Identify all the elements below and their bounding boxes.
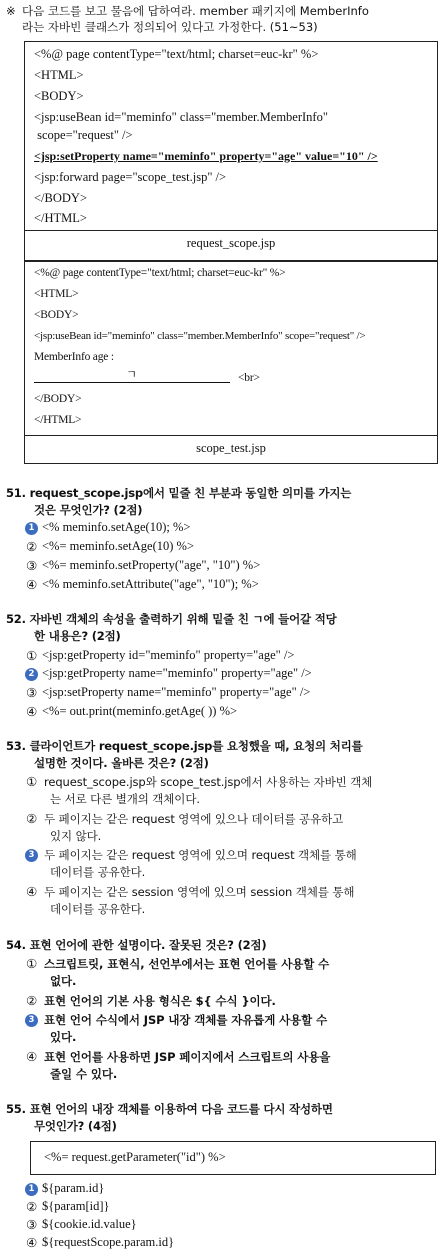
- q54-option-4-cont: 줄일 수 있다.: [50, 1067, 118, 1081]
- q52-option-3: <jsp:setProperty name="meminfo" property="age" />: [42, 685, 311, 699]
- q52-option-4: <%= out.print(meminfo.getAge( )) %>: [42, 704, 238, 718]
- q54-stem: 54. 표현 언어에 관한 설명이다. 잘못된 것은? (2점): [6, 938, 267, 952]
- code-line: <%@ page contentType="text/html; charset=euc-kr" %>: [34, 267, 286, 279]
- code-line: <jsp:forward page="scope_test.jsp" />: [34, 170, 227, 184]
- q52-option-1: <jsp:getProperty id="meminfo" property="age" />: [42, 648, 295, 662]
- q53-option-3-cont: 데이터를 공유한다.: [50, 865, 146, 879]
- q55-option-1: ${param.id}: [42, 1181, 105, 1195]
- option-number: ③: [26, 1217, 38, 1232]
- answer-badge: 3: [25, 849, 38, 862]
- code-line: scope="request" />: [34, 128, 133, 142]
- option-number: ①: [26, 956, 38, 971]
- code-line: MemberInfo age :: [34, 351, 114, 363]
- q55-option-4: ${requestScope.param.id}: [42, 1235, 175, 1249]
- option-number: ①: [26, 774, 38, 789]
- option-number: ①: [26, 648, 38, 663]
- intro-line-2: 라는 자바빈 클래스가 정의되어 있다고 가정한다. (51~53): [22, 20, 318, 34]
- q51-option-3: <%= meminfo.setProperty("age", "10") %>: [42, 558, 261, 572]
- code-line: <BODY>: [34, 309, 79, 321]
- blank-suffix: <br>: [238, 372, 260, 384]
- intro-line-1: 다음 코드를 보고 물음에 답하여라. member 패키지에 MemberInfo: [22, 4, 369, 18]
- answer-badge: 3: [25, 1014, 38, 1027]
- code-line: </HTML>: [34, 211, 87, 225]
- blank-label: ㄱ: [126, 369, 137, 381]
- q54-option-1-cont: 없다.: [50, 974, 77, 988]
- intro-mark: ※: [6, 4, 16, 18]
- blank-underline: [34, 382, 230, 383]
- option-number: ③: [26, 685, 38, 700]
- caption-divider: [24, 435, 438, 436]
- answer-badge: 2: [25, 668, 38, 681]
- q53-option-3: 두 페이지는 같은 request 영역에 있으며 request 객체를 통해: [44, 848, 357, 862]
- answer-badge: 1: [25, 1183, 38, 1196]
- q51-option-4: <% meminfo.setAttribute("age", "10"); %>: [42, 577, 259, 591]
- caption-scope-test: scope_test.jsp: [196, 441, 266, 455]
- code-line: <jsp:useBean id="meminfo" class="member.MemberInfo" scope="request" />: [34, 330, 366, 342]
- option-number: ④: [26, 1235, 38, 1250]
- code-line: <HTML>: [34, 68, 84, 82]
- option-number: ④: [26, 884, 38, 899]
- q53-option-1: request_scope.jsp와 scope_test.jsp에서 사용하는 자바빈 객체: [44, 775, 373, 789]
- caption-request-scope: request_scope.jsp: [186, 236, 276, 250]
- q51-option-1: <% meminfo.setAge(10); %>: [42, 520, 191, 534]
- option-number: ④: [26, 1049, 38, 1064]
- option-number: ④: [26, 577, 38, 592]
- answer-badge: 1: [25, 522, 38, 535]
- q53-option-2: 두 페이지는 같은 request 영역에 있으나 데이터를 공유하고: [44, 812, 344, 826]
- q53-option-4-cont: 데이터를 공유한다.: [50, 902, 146, 916]
- q51-stem-cont: 것은 무엇인가? (2점): [34, 503, 143, 517]
- q51-option-2: <%= meminfo.setAge(10) %>: [42, 539, 195, 553]
- option-number: ②: [26, 993, 38, 1008]
- q55-stem-cont: 무엇인가? (4점): [34, 1119, 117, 1133]
- q55-option-2: ${param[id]}: [42, 1199, 110, 1213]
- option-number: ④: [26, 704, 38, 719]
- q54-option-3-cont: 있다.: [50, 1030, 77, 1044]
- code-line: <HTML>: [34, 288, 79, 300]
- code-line: <BODY>: [34, 89, 84, 103]
- q54-option-4: 표현 언어를 사용하면 JSP 페이지에서 스크립트의 사용을: [44, 1050, 331, 1064]
- option-number: ②: [26, 1199, 38, 1214]
- q52-stem: 52. 자바빈 객체의 속성을 출력하기 위해 밑줄 친 ㄱ에 들어갈 적당: [6, 612, 337, 626]
- q55-stem: 55. 표현 언어의 내장 객체를 이용하여 다음 코드를 다시 작성하면: [6, 1102, 333, 1116]
- code-line: </HTML>: [34, 414, 82, 426]
- q54-option-3: 표현 언어 수식에서 JSP 내장 객체를 자유롭게 사용할 수: [44, 1013, 328, 1027]
- q53-option-2-cont: 있지 않다.: [50, 829, 102, 843]
- q52-option-2: <jsp:getProperty name="meminfo" property="age" />: [42, 666, 312, 680]
- q55-option-3: ${cookie.id.value}: [42, 1217, 137, 1231]
- q53-stem: 53. 클라이언트가 request_scope.jsp를 요청했을 때, 요청의 처리를: [6, 739, 363, 753]
- code-line: </BODY>: [34, 191, 87, 205]
- option-number: ②: [26, 539, 38, 554]
- expression-code: <%= request.getParameter("id") %>: [44, 1150, 226, 1164]
- q54-option-2: 표현 언어의 기본 사용 형식은 ${ 수식 }이다.: [44, 994, 276, 1008]
- q53-stem-cont: 설명한 것이다. 올바른 것은? (2점): [34, 756, 209, 770]
- caption-divider: [24, 230, 438, 231]
- q52-stem-cont: 한 내용은? (2점): [34, 629, 121, 643]
- q53-option-4: 두 페이지는 같은 session 영역에 있으며 session 객체를 통해: [44, 885, 355, 899]
- q53-option-1-cont: 는 서로 다른 별개의 객체이다.: [50, 792, 200, 806]
- option-number: ③: [26, 558, 38, 573]
- option-number: ②: [26, 811, 38, 826]
- code-line: <%@ page contentType="text/html; charset=euc-kr" %>: [34, 47, 319, 61]
- q51-stem: 51. request_scope.jsp에서 밑줄 친 부분과 동일한 의미를 가지는: [6, 486, 352, 500]
- q54-option-1: 스크립트릿, 표현식, 선언부에서는 표현 언어를 사용할 수: [44, 957, 330, 971]
- code-line-underlined: <jsp:setProperty name="meminfo" property="age" value="10" />: [34, 149, 378, 163]
- code-line: <jsp:useBean id="meminfo" class="member.MemberInfo": [34, 110, 328, 124]
- code-line: </BODY>: [34, 393, 82, 405]
